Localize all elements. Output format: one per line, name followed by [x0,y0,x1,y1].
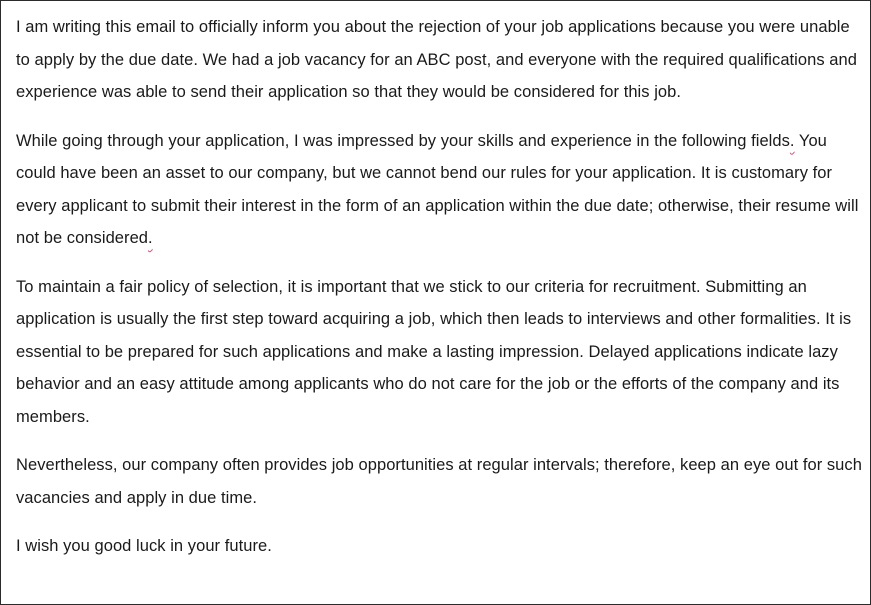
paragraph-closing: I wish you good luck in your future. [16,537,272,555]
paragraph-application-review [16,125,864,255]
spellcheck-mark[interactable]: . [789,131,795,150]
paragraph-future-opportunities: Nevertheless, our company often provides job opportunities at regular intervals; therefore, keep an eye out for such vacancies and apply in due time. [16,456,862,507]
paragraph-rejection-notice: I am writing this email to officially inform you about the rejection of your job applications because you were unable to apply by the due date. We had a job vacancy for an ABC post, and everyone with the required qualifications and experience was able to send their application so that they would be considered for this job. [16,18,857,101]
email-body[interactable] [16,11,864,579]
paragraph-text: While going through your application, I was impressed by your skills and experience in the following fields [16,131,790,150]
paragraph-text: You could have been an asset to our company, but we cannot bend our rules for your application. It is customary for every applicant to submit their interest in the form of an application within the due date; otherwise, their resume will not be considered [16,131,859,247]
paragraph-selection-policy: To maintain a fair policy of selection, it is important that we stick to our criteria for recruitment. Submitting an application is usually the first step toward acquiring a job, which then leads to interviews and other formalities. It is essential to be prepared for such applications and make a lasting impression. Delayed applications indicate lazy behavior and an easy attitude among applicants who do not care for the job or the efforts of the company and its members. [16,277,852,426]
spellcheck-mark[interactable]: . [148,229,153,247]
